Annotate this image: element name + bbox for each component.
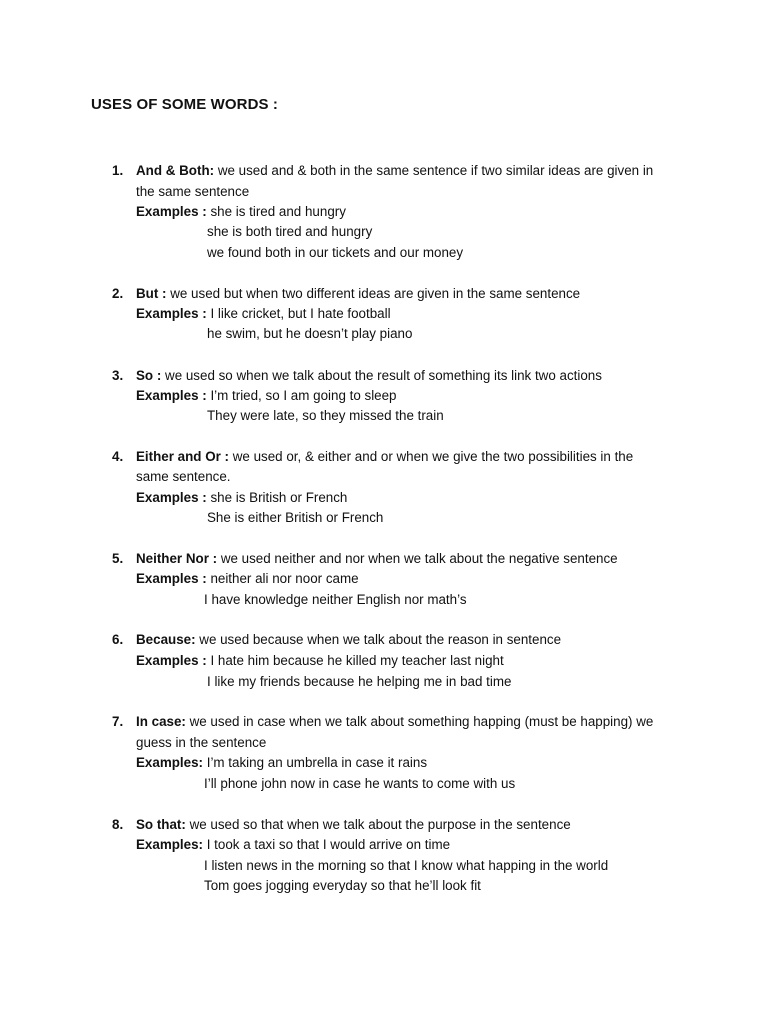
item-definition xyxy=(136,161,653,181)
example-line xyxy=(136,569,359,589)
item-term: So : xyxy=(136,368,162,383)
definition-continuation: same sentence. xyxy=(136,469,231,484)
example-line xyxy=(136,753,427,773)
example-line xyxy=(136,304,391,324)
item-definition xyxy=(136,366,602,386)
definition-text: we used or, & either and or when we give the two possibilities in the xyxy=(229,449,634,464)
definition-continuation: the same sentence xyxy=(136,184,250,199)
examples-label: Examples : xyxy=(136,653,207,668)
example-text: I’m taking an umbrella in case it rains xyxy=(203,755,428,770)
example-text: neither ali nor noor came xyxy=(206,571,359,586)
example-line xyxy=(136,386,397,406)
example-line: Tom goes jogging everyday so that he’ll look fit xyxy=(204,878,481,893)
definition-continuation: guess in the sentence xyxy=(136,735,267,750)
item-number: 1. xyxy=(112,163,124,178)
item-term: In case: xyxy=(136,714,186,729)
example-line: I have knowledge neither English nor math’s xyxy=(204,592,467,607)
example-line: she is both tired and hungry xyxy=(207,224,373,239)
item-number: 5. xyxy=(112,551,124,566)
item-definition xyxy=(136,284,580,304)
example-text: she is tired and hungry xyxy=(206,204,346,219)
item-number: 7. xyxy=(112,714,124,729)
item-number: 2. xyxy=(112,286,124,301)
examples-label: Examples: xyxy=(136,837,203,852)
definition-text: we used because when we talk about the reason in sentence xyxy=(195,632,562,647)
item-definition xyxy=(136,630,561,650)
example-text: I like cricket, but I hate football xyxy=(206,306,391,321)
examples-label: Examples : xyxy=(136,204,207,219)
definition-text: we used so that when we talk about the purpose in the sentence xyxy=(185,817,571,832)
definition-text: we used neither and nor when we talk about the negative sentence xyxy=(217,551,618,566)
example-line xyxy=(136,835,450,855)
item-term: Neither Nor : xyxy=(136,551,218,566)
item-term: Either and Or : xyxy=(136,449,230,464)
definition-text: we used so when we talk about the result of something its link two actions xyxy=(161,368,602,383)
examples-label: Examples : xyxy=(136,571,207,586)
example-text: I’m tried, so I am going to sleep xyxy=(206,388,397,403)
item-term: But : xyxy=(136,286,167,301)
example-line: They were late, so they missed the train xyxy=(207,408,444,423)
example-line: I listen news in the morning so that I know what happing in the world xyxy=(204,858,609,873)
item-definition xyxy=(136,549,618,569)
item-number: 6. xyxy=(112,632,124,647)
item-term: Because: xyxy=(136,632,196,647)
example-line xyxy=(136,488,347,508)
item-definition xyxy=(136,815,571,835)
example-text: I hate him because he killed my teacher last night xyxy=(206,653,504,668)
examples-label: Examples : xyxy=(136,306,207,321)
item-definition xyxy=(136,712,653,732)
item-number: 3. xyxy=(112,368,124,383)
item-term: And & Both: xyxy=(136,163,215,178)
definition-text: we used in case when we talk about something happing (must be happing) we xyxy=(185,714,654,729)
examples-label: Examples : xyxy=(136,490,207,505)
document-title: USES OF SOME WORDS : xyxy=(91,96,279,113)
item-definition xyxy=(136,447,633,467)
item-number: 8. xyxy=(112,817,124,832)
example-text: I took a taxi so that I would arrive on time xyxy=(203,837,451,852)
example-line xyxy=(136,651,504,671)
example-line xyxy=(136,202,346,222)
example-line: he swim, but he doesn’t play piano xyxy=(207,326,413,341)
examples-label: Examples: xyxy=(136,755,203,770)
item-number: 4. xyxy=(112,449,124,464)
example-text: she is British or French xyxy=(206,490,348,505)
examples-label: Examples : xyxy=(136,388,207,403)
definition-text: we used but when two different ideas are given in the same sentence xyxy=(166,286,581,301)
example-line: we found both in our tickets and our money xyxy=(207,245,464,260)
definition-text: we used and & both in the same sentence if two similar ideas are given in xyxy=(214,163,654,178)
item-term: So that: xyxy=(136,817,186,832)
example-line: She is either British or French xyxy=(207,510,384,525)
example-line: I like my friends because he helping me in bad time xyxy=(207,674,512,689)
example-line: I’ll phone john now in case he wants to come with us xyxy=(204,776,516,791)
